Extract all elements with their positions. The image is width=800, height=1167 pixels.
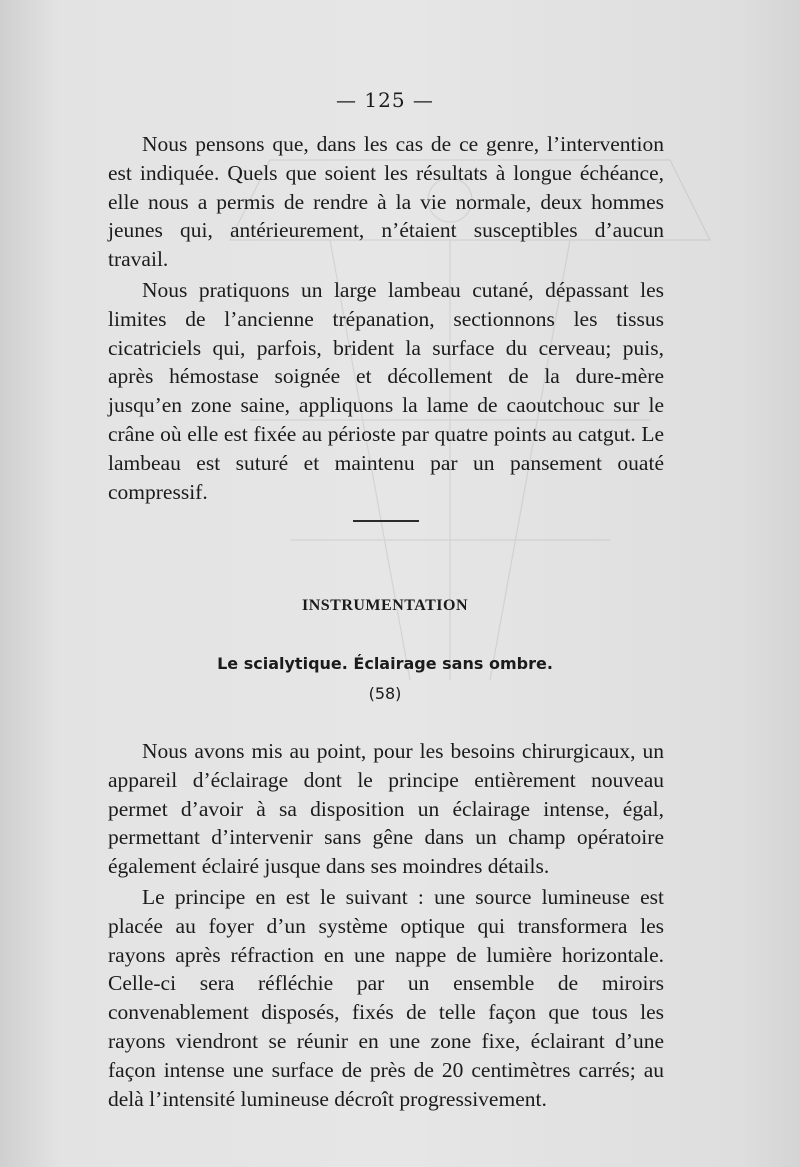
paragraph: Le principe en est le suivant : une source lumineuse est placée au foyer d’un système optique qui transformera les rayons après réfraction en une nappe de lumière horizontale. Celle-ci sera réfléchie par un ensemble de miroirs convenablement disposés, fixés de telle façon que tous les rayons viendront se réunir en une zone fixe, éclairant d’une façon intense une surface de près de 20 centimètres carrés; au delà l’intensité lumineuse décroît progressivement. [108, 884, 664, 1111]
section-separator-rule [353, 520, 419, 522]
subsection-heading: Le scialytique. Éclairage sans ombre. [217, 654, 553, 673]
paragraph: Nous pratiquons un large lambeau cutané, dépassant les limites de l’ancienne trépanation, sectionnons les tissus cicatriciels qui, parfois, brident la surface du cerveau; puis, après hémostase soignée et décollement de la dure-mère jusqu’en zone saine, appliquons la lame de caoutchouc sur le crâne où elle est fixée au périoste par quatre points au catgut. Le lambeau est suturé et maintenu par un pansement ouaté compressif. [108, 277, 664, 504]
paragraph: Nous avons mis au point, pour les besoins chirurgicaux, un appareil d’éclairage dont le principe entièrement nouveau permet d’avoir à sa disposition un éclairage intense, égal, permettant d’intervenir sans gêne dans un champ opératoire également éclairé jusque dans ses moindres détails. [108, 739, 664, 879]
body-text-top [108, 130, 664, 506]
body-text-bottom [108, 737, 664, 1113]
reference-number: (58) [368, 684, 402, 703]
section-heading: INSTRUMENTATION [301, 597, 469, 614]
paragraph: Nous pensons que, dans les cas de ce genre, l’intervention est indiquée. Quels que soient les résultats à longue échéance, elle nous a permis de rendre à la vie normale, deux hommes jeunes qui, antérieurement, n’étaient susceptibles d’aucun travail. [108, 132, 664, 272]
page-number: — 125 — [336, 88, 434, 112]
